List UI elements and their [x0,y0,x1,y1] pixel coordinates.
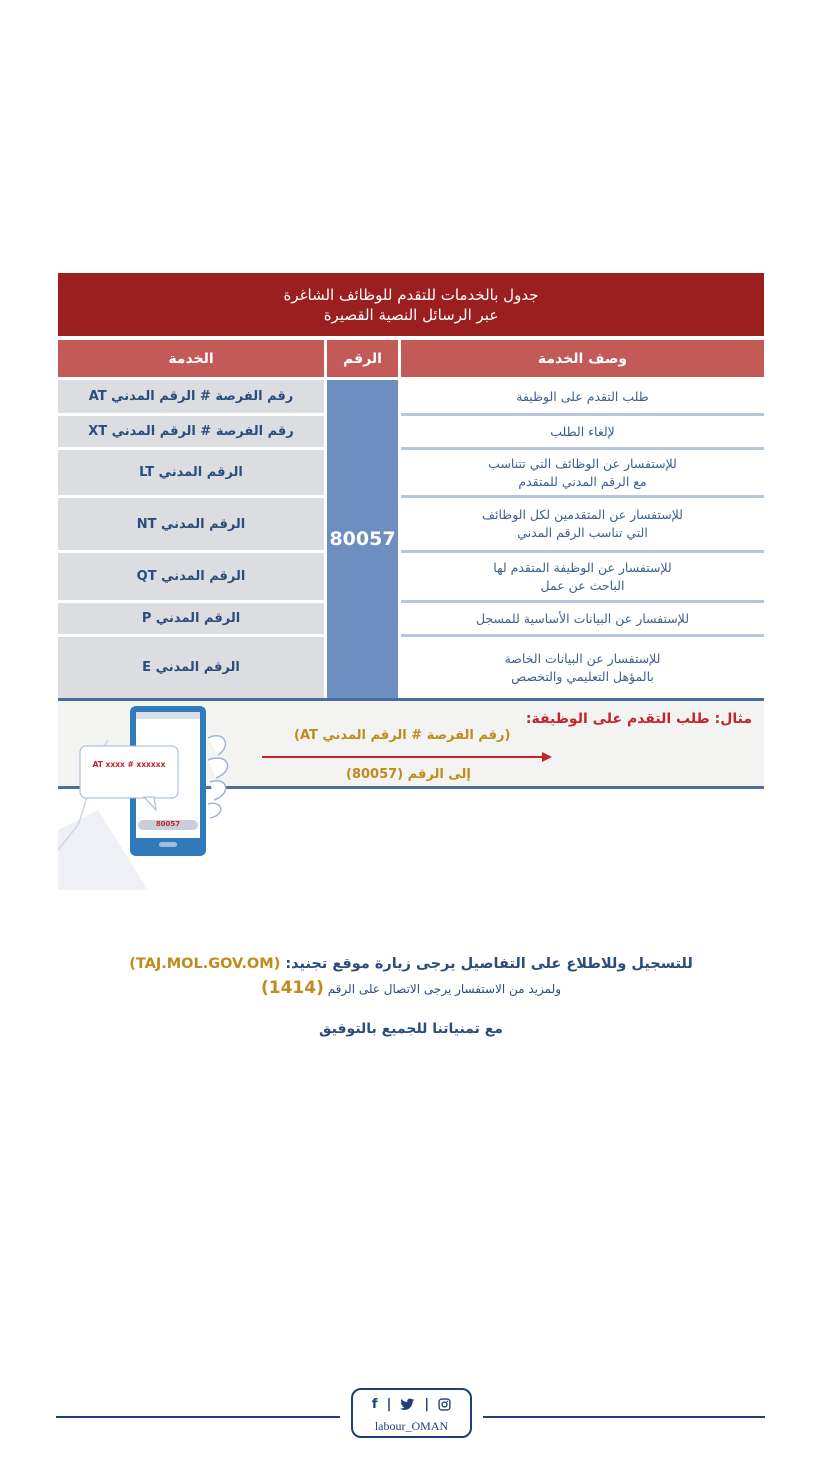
sms-number: 80057 [327,380,398,698]
description-cell [401,380,764,416]
description-line: للإستفسار عن البيانات الأساسية للمسجل [475,610,690,626]
phone-hand-illustration [58,700,238,890]
instagram-icon[interactable] [438,1398,451,1411]
column-header-service: الخدمة [58,340,324,377]
service-cell: الرقم المدني NT [58,498,324,550]
column-header-description: وصف الخدمة [401,340,764,377]
wishes-text: مع تمنياتنا للجميع بالتوفيق [319,1021,503,1037]
website-link[interactable]: (TAJ.MOL.GOV.OM) [129,956,281,972]
description-cell [401,637,764,698]
facebook-icon[interactable]: f [371,1397,378,1412]
contact-phone: (1414) [260,978,324,998]
service-cell: رقم الفرصة # الرقم المدني AT [58,380,324,413]
example-title: مثال: طلب التقدم على الوظيفة: [525,711,752,727]
example-code: (رقم الفرصة # الرقم المدني AT) [294,728,511,743]
arrow-icon [262,752,552,762]
footer-divider [483,1416,765,1418]
social-box [351,1388,472,1438]
service-cell: الرقم المدني E [58,637,324,698]
description-cell [401,553,764,603]
description-line: للإستفسار عن البيانات الخاصة [504,650,661,666]
description-line: بالمؤهل التعليمي والتخصص [511,668,654,684]
table-title [58,273,764,336]
footer-divider [56,1416,340,1418]
contact-text: ولمزيد من الاستفسار يرجى الاتصال على الرقم [323,982,562,996]
description-cell [401,498,764,553]
twitter-icon[interactable] [400,1398,415,1411]
description-line: للإستفسار عن الوظائف التي تتناسب [488,455,677,471]
description-line: للإستفسار عن الوظيفة المتقدم لها [493,559,672,575]
service-cell: رقم الفرصة # الرقم المدني XT [58,416,324,447]
phone-screen-number: 80057 [155,820,181,828]
sms-bubble-text: AT xxxx # xxxxxx [92,760,166,769]
description-line: مع الرقم المدني للمتقدم [518,473,647,489]
service-cell: الرقم المدني P [58,603,324,634]
contact-note [0,978,822,998]
example-destination: إلى الرقم (80057) [346,767,471,782]
description-cell [401,603,764,637]
separator: | [386,1397,392,1412]
description-line: للإستفسار عن المتقدمين لكل الوظائف [482,507,683,522]
description-cell [401,450,764,498]
description-line: طلب التقدم على الوظيفة [516,388,649,404]
registration-note [0,956,822,972]
description-line: التي تناسب الرقم المدني [517,525,648,540]
service-cell: الرقم المدني QT [58,553,324,600]
description-line: لإلغاء الطلب [550,423,615,439]
description-line: الباحث عن عمل [540,577,625,593]
table-title-line2: عبر الرسائل النصية القصيرة [323,306,499,324]
registration-text: للتسجيل وللاطلاع على التفاصيل يرجى زيارة موقع تجنيد: [280,956,693,972]
column-header-number: الرقم [327,340,398,377]
separator: | [424,1397,430,1412]
description-cell [401,416,764,450]
table-title-line1: جدول بالخدمات للتقدم للوظائف الشاغرة [283,286,539,304]
social-handle[interactable]: labour_OMAN [374,1419,449,1433]
service-cell: الرقم المدني LT [58,450,324,495]
